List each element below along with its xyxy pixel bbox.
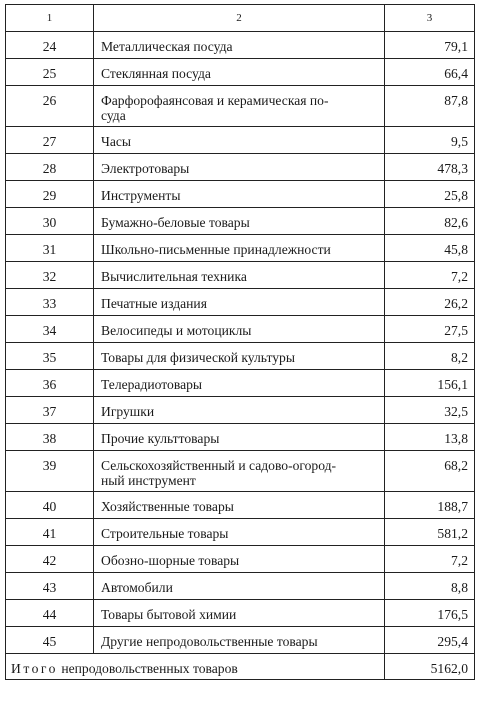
item-name [94,316,385,343]
table-row [6,546,475,573]
table-body [6,5,475,680]
item-value: 8,8 [385,573,475,600]
table-row [6,208,475,235]
row-number: 26 [6,86,94,127]
item-value: 27,5 [385,316,475,343]
item-name-line: Товары для физической культуры [101,350,295,365]
item-name-line: ный инструмент [101,473,196,488]
item-name-line: Велосипеды и мотоциклы [101,323,252,338]
row-number: 28 [6,154,94,181]
table-row [6,127,475,154]
table-row [6,600,475,627]
row-number: 24 [6,32,94,59]
item-name-line: Обозно-шорные товары [101,553,240,568]
item-name-line: Печатные издания [101,296,207,311]
item-value: 82,6 [385,208,475,235]
column-number-1: 1 [6,5,94,32]
row-number: 31 [6,235,94,262]
row-number: 44 [6,600,94,627]
row-number: 36 [6,370,94,397]
item-name [94,451,385,492]
item-name [94,127,385,154]
item-name-line: Другие непродовольственные товары [101,634,318,649]
item-value: 45,8 [385,235,475,262]
item-name-line: Строительные товары [101,526,229,541]
row-number: 35 [6,343,94,370]
table-row [6,397,475,424]
total-label-rest: непродовольственных товаров [57,661,238,676]
item-name-line: Товары бытовой химии [101,607,237,622]
item-name-line: Хозяйственные товары [101,499,234,514]
total-label-spaced: Итого [11,661,58,676]
item-value: 79,1 [385,32,475,59]
table-row [6,343,475,370]
item-name-line: суда [101,108,126,123]
item-name-line: Инструменты [101,188,181,203]
row-number: 40 [6,492,94,519]
item-value: 7,2 [385,546,475,573]
item-name-line: Металлическая посуда [101,39,233,54]
row-number: 43 [6,573,94,600]
row-number: 41 [6,519,94,546]
item-name [94,492,385,519]
item-name [94,600,385,627]
item-name [94,235,385,262]
total-label [6,654,385,680]
item-name-line: Игрушки [101,404,155,419]
item-name [94,32,385,59]
table-row [6,451,475,492]
item-value: 478,3 [385,154,475,181]
row-number: 29 [6,181,94,208]
column-number-2: 2 [94,5,385,32]
item-name [94,627,385,654]
table-row [6,519,475,546]
item-name [94,262,385,289]
row-number: 25 [6,59,94,86]
item-name-line: Фарфорофаянсовая и керамическая по- [101,93,329,108]
total-row [6,654,475,680]
row-number: 42 [6,546,94,573]
item-name [94,289,385,316]
item-name-line: Автомобили [101,580,173,595]
table-row [6,627,475,654]
table-row [6,424,475,451]
item-name [94,181,385,208]
table-row [6,32,475,59]
row-number: 38 [6,424,94,451]
item-name-line: Сельскохозяйственный и садово-огород- [101,458,337,473]
item-value: 295,4 [385,627,475,654]
item-value: 68,2 [385,451,475,492]
table-row [6,289,475,316]
item-value: 176,5 [385,600,475,627]
table-row [6,262,475,289]
row-number: 39 [6,451,94,492]
row-number: 27 [6,127,94,154]
goods-table [5,4,475,680]
item-value: 13,8 [385,424,475,451]
item-name-line: Телерадиотовары [101,377,203,392]
item-name [94,343,385,370]
item-name [94,546,385,573]
item-name-line: Бумажно-беловые товары [101,215,250,230]
table-row [6,86,475,127]
item-name [94,154,385,181]
table-row [6,154,475,181]
item-name-line: Электротовары [101,161,190,176]
item-value: 66,4 [385,59,475,86]
item-value: 25,8 [385,181,475,208]
item-value: 9,5 [385,127,475,154]
item-value: 32,5 [385,397,475,424]
item-name-line: Школьно-письменные принадлежности [101,242,331,257]
table-row [6,316,475,343]
item-name [94,519,385,546]
row-number: 34 [6,316,94,343]
item-name-line: Прочие культтовары [101,431,220,446]
item-name [94,59,385,86]
item-value: 188,7 [385,492,475,519]
item-name [94,397,385,424]
row-number: 30 [6,208,94,235]
item-name-line: Вычислительная техника [101,269,247,284]
table-row [6,59,475,86]
item-value: 87,8 [385,86,475,127]
column-number-3: 3 [385,5,475,32]
row-number: 33 [6,289,94,316]
item-name-line: Часы [101,134,132,149]
item-name [94,573,385,600]
row-number: 32 [6,262,94,289]
item-name [94,424,385,451]
item-name [94,208,385,235]
table-row [6,573,475,600]
item-value: 7,2 [385,262,475,289]
row-number: 45 [6,627,94,654]
table-row [6,370,475,397]
item-value: 26,2 [385,289,475,316]
item-value: 8,2 [385,343,475,370]
total-value: 5162,0 [385,654,475,680]
item-name-line: Стеклянная посуда [101,66,211,81]
column-number-row [6,5,475,32]
item-value: 156,1 [385,370,475,397]
item-name [94,86,385,127]
table-row [6,492,475,519]
item-name [94,370,385,397]
table-row [6,181,475,208]
item-value: 581,2 [385,519,475,546]
row-number: 37 [6,397,94,424]
table-row [6,235,475,262]
